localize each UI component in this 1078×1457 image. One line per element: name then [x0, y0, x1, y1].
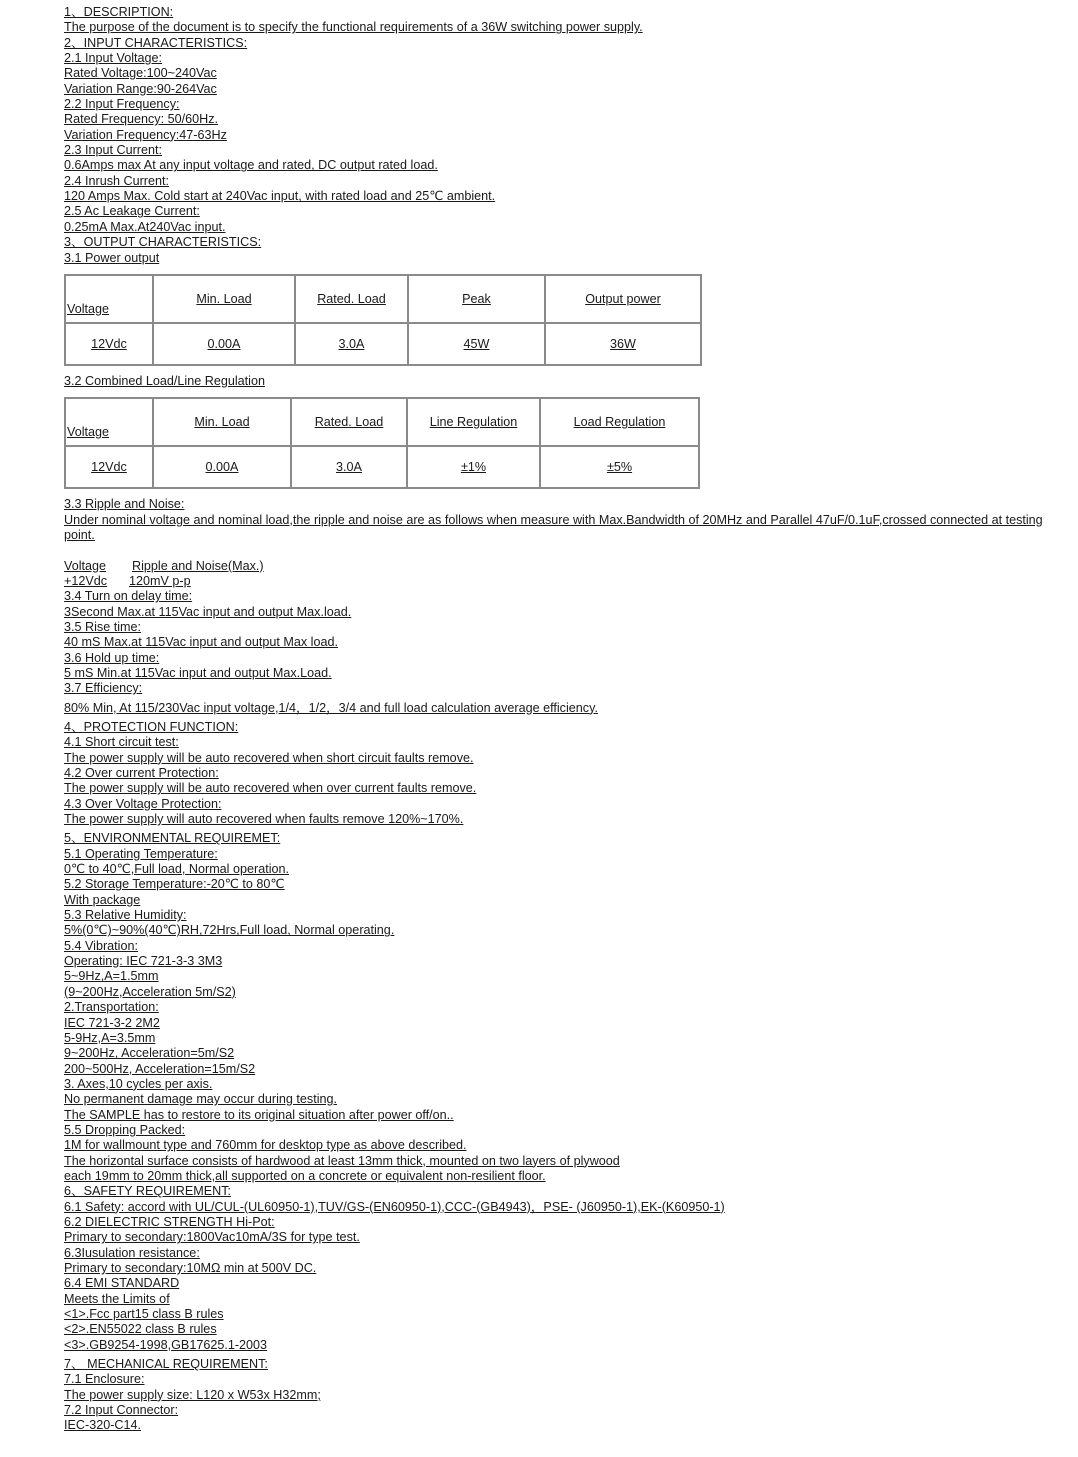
table-cell: 36W: [545, 323, 701, 365]
environment-line: With package: [64, 892, 141, 907]
input-line: 2.3 Input Current:: [64, 143, 163, 158]
ripple-text: Under nominal voltage and nominal load,the ripple and noise are as follows when measure with Max.Bandwidth of 20MHz and Parallel 47uF/0.1uF,crossed connected at testing point.: [64, 512, 1043, 543]
mechanical-line: IEC-320-C14.: [64, 1418, 141, 1433]
environment-line: 5.4 Vibration:: [64, 938, 138, 953]
environment-line: 3. Axes,10 cycles per axis.: [64, 1076, 213, 1091]
power-output-table: [64, 274, 702, 366]
section-3-heading: 3、OUTPUT CHARACTERISTICS:: [64, 235, 262, 250]
efficiency-text: 80% Min, At 115/230Vac input voltage,1/4，1/2，3/4 and full load calculation average efficiency.: [64, 700, 598, 715]
table-header-cell: Output power: [545, 275, 701, 323]
output-line: 3.7 Efficiency:: [64, 681, 143, 696]
table-row: [65, 323, 701, 365]
safety-line: 6.4 EMI STANDARD: [64, 1276, 180, 1291]
safety-line: Meets the Limits of: [64, 1291, 170, 1306]
environment-line: each 19mm to 20mm thick,all supported on a concrete or equivalent non-resilient floor.: [64, 1168, 546, 1183]
input-line: Rated Voltage:100~240Vac: [64, 66, 217, 81]
protection-line: 4.1 Short circuit test:: [64, 735, 179, 750]
input-line: Variation Frequency:47-63Hz: [64, 127, 227, 142]
protection-line: The power supply will be auto recovered when short circuit faults remove.: [64, 750, 474, 765]
environment-line: 5~9Hz,A=1.5mm: [64, 969, 159, 984]
section-5-heading: 5、ENVIRONMENTAL REQUIREMET:: [64, 831, 281, 846]
safety-line: 6.2 DIELECTRIC STRENGTH Hi-Pot:: [64, 1214, 275, 1229]
environment-line: 2.Transportation:: [64, 1000, 159, 1015]
environment-line: 200~500Hz, Acceleration=15m/S2: [64, 1061, 256, 1076]
input-line: 2.1 Input Voltage:: [64, 51, 163, 66]
environment-line: 5-9Hz,A=3.5mm: [64, 1030, 156, 1045]
safety-line: Primary to secondary:1800Vac10mA/3S for type test.: [64, 1230, 360, 1245]
table-cell: 0.00A: [153, 446, 291, 488]
environment-line: 5%(0℃)~90%(40℃)RH,72Hrs,Full load, Normal operating.: [64, 923, 395, 938]
environment-line: Operating: IEC 721-3-3 3M3: [64, 954, 223, 969]
section-7-heading: 7、 MECHANICAL REQUIREMENT:: [64, 1357, 268, 1372]
safety-line: 6.1 Safety: accord with UL/CUL-(UL60950-1),TUV/GS-(EN60950-1),CCC-(GB4943)，PSE- (J60950-1),EK-(K60950-1): [64, 1199, 725, 1214]
table-header-cell: Min. Load: [153, 275, 295, 323]
regulation-table: [64, 397, 700, 489]
section-4-heading: 4、PROTECTION FUNCTION:: [64, 719, 239, 734]
safety-line: <1>.Fcc part15 class B rules: [64, 1307, 224, 1322]
table-header-cell: Rated. Load: [295, 275, 408, 323]
environment-line: 5.2 Storage Temperature:-20℃ to 80℃: [64, 877, 285, 892]
mechanical-line: The power supply size: L120 x W53x H32mm;: [64, 1387, 321, 1402]
input-line: 120 Amps Max. Cold start at 240Vac input, with rated load and 25℃ ambient.: [64, 189, 496, 204]
protection-line: The power supply will be auto recovered when over current faults remove.: [64, 781, 477, 796]
output-line: 3.6 Hold up time:: [64, 650, 160, 665]
output-line: 3.5 Rise time:: [64, 619, 141, 634]
input-line: 0.25mA Max.At240Vac input.: [64, 219, 226, 234]
table-header-cell: Rated. Load: [291, 398, 407, 446]
table-header-row: [65, 398, 699, 446]
protection-line: 4.3 Over Voltage Protection:: [64, 796, 222, 811]
output-line: 3Second Max.at 115Vac input and output Max.load.: [64, 604, 352, 619]
environment-line: 0℃ to 40℃,Full load, Normal operation.: [64, 862, 289, 877]
table-cell: 45W: [408, 323, 545, 365]
section-2-heading: 2、INPUT CHARACTERISTICS:: [64, 35, 248, 50]
table-header-cell: Voltage: [65, 275, 153, 323]
environment-line: 5.3 Relative Humidity:: [64, 908, 187, 923]
environment-line: 5.5 Dropping Packed:: [64, 1122, 186, 1137]
table-cell: 0.00A: [153, 323, 295, 365]
environment-line: 5.1 Operating Temperature:: [64, 846, 218, 861]
table-cell: ±5%: [540, 446, 699, 488]
ripple-row: +12Vdc 120mV p-p: [64, 573, 191, 588]
environment-line: IEC 721-3-2 2M2: [64, 1015, 160, 1030]
table-header-cell: Peak: [408, 275, 545, 323]
environment-line: No permanent damage may occur during testing.: [64, 1092, 338, 1107]
ripple-header: Voltage Ripple and Noise(Max.): [64, 558, 264, 573]
environment-line: (9~200Hz,Acceleration 5m/S2): [64, 984, 236, 999]
table-cell: 12Vdc: [65, 323, 153, 365]
environment-line: 9~200Hz, Acceleration=5m/S2: [64, 1046, 235, 1061]
protection-line: The power supply will auto recovered when faults remove 120%~170%.: [64, 812, 464, 827]
section-6-heading: 6、SAFETY REQUIREMENT:: [64, 1184, 232, 1199]
table-cell: 12Vdc: [65, 446, 153, 488]
table-row: [65, 446, 699, 488]
input-line: 2.4 Inrush Current:: [64, 173, 169, 188]
environment-line: The SAMPLE has to restore to its original situation after power off/on..: [64, 1107, 454, 1122]
safety-line: <2>.EN55022 class B rules: [64, 1322, 217, 1337]
regulation-title: 3.2 Combined Load/Line Regulation: [64, 373, 265, 388]
safety-line: 6.3Iusulation resistance:: [64, 1245, 200, 1260]
table-header-cell: Min. Load: [153, 398, 291, 446]
table-header-cell: Line Regulation: [407, 398, 540, 446]
table-header-cell: Load Regulation: [540, 398, 699, 446]
output-line: 3.4 Turn on delay time:: [64, 589, 193, 604]
table-header-cell: Voltage: [65, 398, 153, 446]
environment-line: 1M for wallmount type and 760mm for desktop type as above described.: [64, 1138, 467, 1153]
input-line: Rated Frequency: 50/60Hz.: [64, 112, 219, 127]
section-1-text: The purpose of the document is to specify the functional requirements of a 36W switching power supply.: [64, 20, 643, 35]
input-line: 0.6Amps max At any input voltage and rated, DC output rated load.: [64, 158, 438, 173]
mechanical-line: 7.1 Enclosure:: [64, 1372, 145, 1387]
table-cell: 3.0A: [291, 446, 407, 488]
ripple-title: 3.3 Ripple and Noise:: [64, 497, 185, 512]
input-line: 2.2 Input Frequency:: [64, 97, 180, 112]
section-1-heading: 1、DESCRIPTION:: [64, 5, 174, 19]
table-cell: 3.0A: [295, 323, 408, 365]
table-cell: ±1%: [407, 446, 540, 488]
safety-line: Primary to secondary:10MΩ min at 500V DC.: [64, 1261, 317, 1275]
power-output-title: 3.1 Power output: [64, 250, 160, 265]
output-line: 5 mS Min.at 115Vac input and output Max.Load.: [64, 665, 332, 680]
input-line: 2.5 Ac Leakage Current:: [64, 204, 200, 219]
output-line: 40 mS Max.at 115Vac input and output Max load.: [64, 635, 338, 650]
safety-line: <3>.GB9254-1998,GB17625.1-2003: [64, 1337, 268, 1352]
protection-line: 4.2 Over current Protection:: [64, 766, 219, 780]
table-header-row: [65, 275, 701, 323]
environment-line: The horizontal surface consists of hardwood at least 13mm thick, mounted on two layers of plywood: [64, 1153, 620, 1168]
mechanical-line: 7.2 Input Connector:: [64, 1403, 179, 1418]
input-line: Variation Range:90-264Vac: [64, 81, 217, 96]
spec-document: [64, 5, 1054, 1434]
